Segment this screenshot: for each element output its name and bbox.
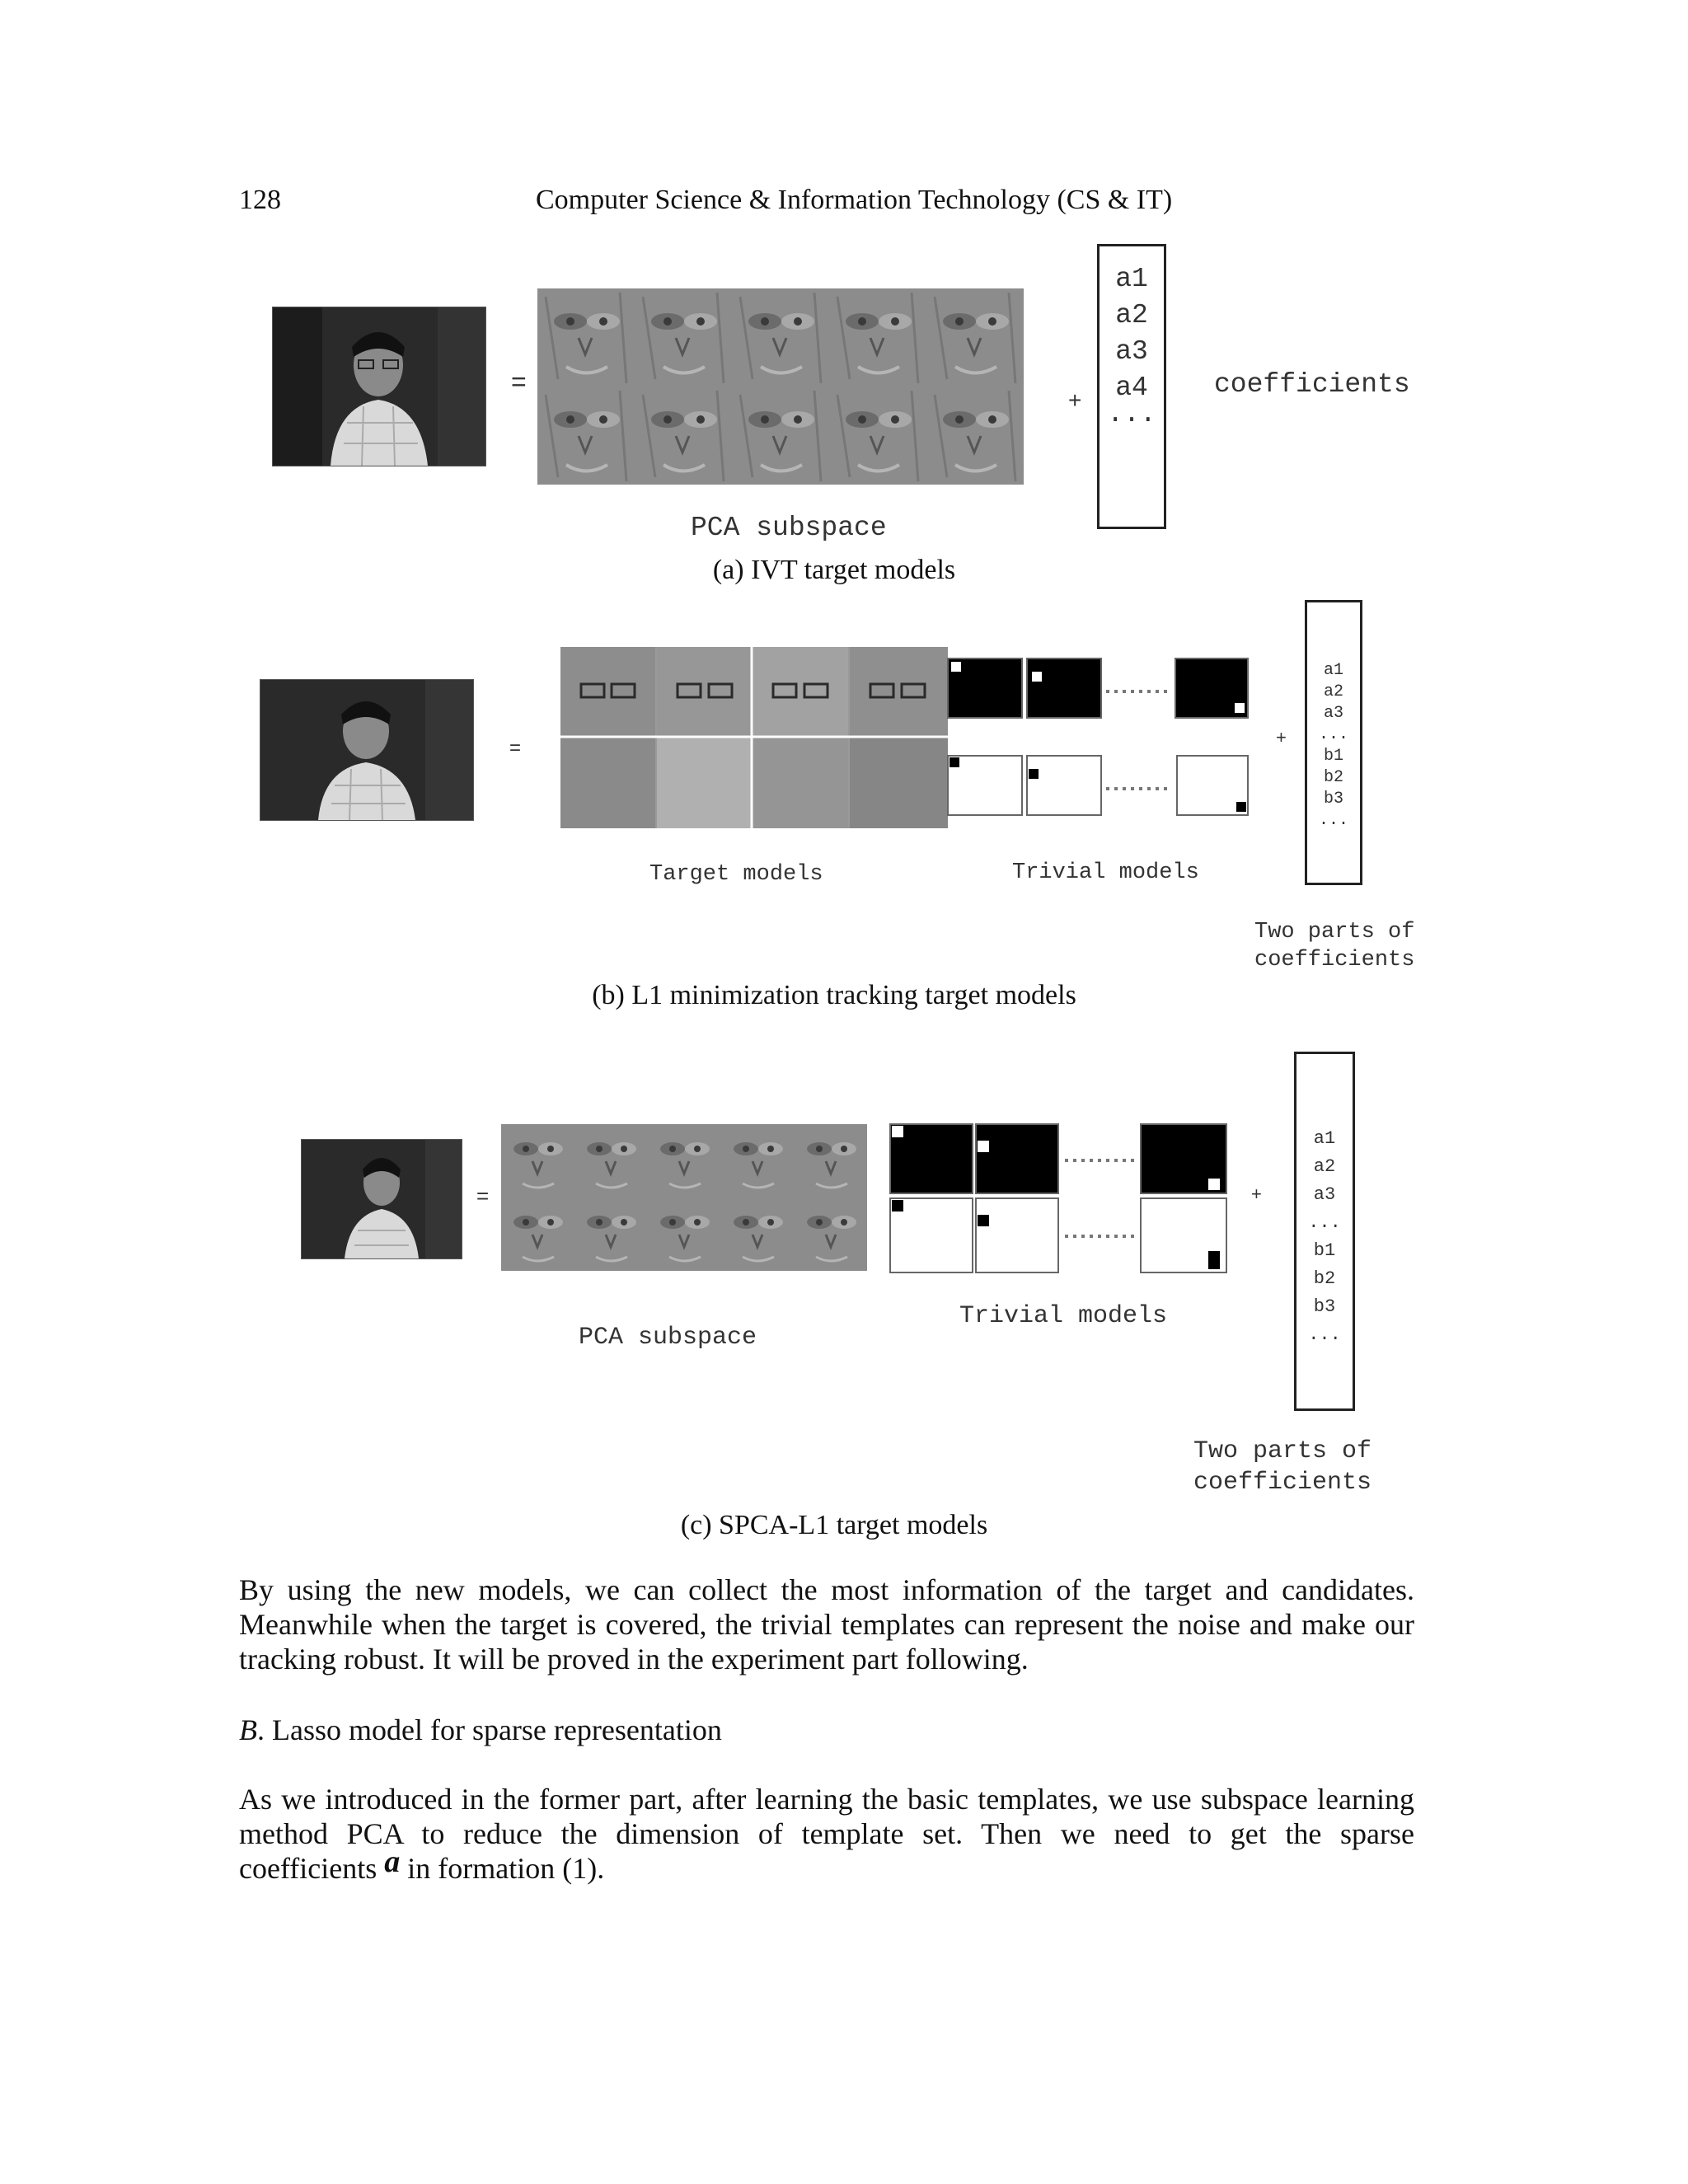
caption-c: (c) SPCA-L1 target models bbox=[680, 1510, 988, 1540]
two-parts-label-c-line2: coefficients bbox=[1193, 1469, 1372, 1497]
paragraph-3-after: in formation (1). bbox=[400, 1852, 605, 1885]
pca-basis-images-c bbox=[501, 1124, 867, 1271]
section-heading-b bbox=[239, 1713, 722, 1747]
coef-entry: a3 bbox=[1115, 336, 1148, 367]
coef-entry: a1 bbox=[1313, 1128, 1336, 1149]
two-parts-label-b-line1: Two parts of bbox=[1254, 920, 1415, 944]
coef-entry: a2 bbox=[1115, 300, 1148, 330]
caption-b: (b) L1 minimization tracking target models bbox=[592, 980, 1076, 1010]
coef-entry: ... bbox=[1308, 1212, 1341, 1233]
body-paragraph-2: As we introduced in the former part, after learning the basic templates, we use subspace learning method PCA to reduce the dimension of template set. Then we need to get the sparse bbox=[239, 1783, 1414, 1850]
person-photo-a bbox=[272, 307, 486, 466]
paragraph-3-before: coefficients bbox=[239, 1852, 385, 1885]
section-letter: B bbox=[239, 1713, 257, 1746]
coef-entry: a2 bbox=[1313, 1156, 1336, 1177]
coef-entry: a3 bbox=[1323, 704, 1343, 723]
coef-entry: b1 bbox=[1323, 747, 1343, 766]
section-title: . Lasso model for sparse representation bbox=[257, 1713, 722, 1746]
equals-sign-b: = bbox=[509, 737, 522, 759]
coefficients-label-a: coefficients bbox=[1214, 369, 1410, 400]
two-parts-label-b-line2: coefficients bbox=[1254, 948, 1415, 972]
two-parts-label-c-line1: Two parts of bbox=[1193, 1437, 1372, 1465]
coef-entry: ... bbox=[1318, 811, 1348, 830]
person-photo-b bbox=[260, 679, 474, 821]
equals-sign-a: = bbox=[511, 367, 527, 396]
equals-sign-c: = bbox=[476, 1183, 490, 1208]
coef-entry: b2 bbox=[1323, 768, 1343, 787]
body-paragraph-1: By using the new models, we can collect the most information of the target and candidates. Meanwhile when the target is covered, the trivial templates can represent the noise and make our tracking robust. It will be proved in the experiment part following. bbox=[239, 1573, 1414, 1675]
body-paragraph-2-end bbox=[239, 1844, 605, 1886]
target-models-label-b: Target models bbox=[649, 862, 823, 887]
trivial-templates-b bbox=[946, 655, 1251, 820]
coef-entry: ... bbox=[1107, 399, 1156, 429]
pca-basis-images-a bbox=[537, 288, 1024, 485]
trivial-models-label-c: Trivial models bbox=[959, 1302, 1168, 1330]
coef-entry: b3 bbox=[1323, 790, 1343, 808]
coefficient-vector-a bbox=[1097, 244, 1166, 529]
coefficient-vector-c bbox=[1294, 1052, 1355, 1411]
coef-entry: ... bbox=[1308, 1324, 1341, 1345]
person-photo-c bbox=[301, 1139, 462, 1259]
page-number: 128 bbox=[239, 185, 281, 215]
math-symbol-a: a bbox=[384, 1844, 401, 1879]
coefficient-vector-b bbox=[1305, 600, 1362, 885]
trivial-templates-c bbox=[889, 1122, 1230, 1274]
coef-entry: a2 bbox=[1323, 682, 1343, 701]
pca-subspace-label-c: PCA subspace bbox=[579, 1324, 757, 1352]
coef-entry: b2 bbox=[1313, 1268, 1336, 1289]
trivial-models-label-b: Trivial models bbox=[1012, 860, 1199, 885]
coef-entry: a1 bbox=[1323, 661, 1343, 680]
caption-a: (a) IVT target models bbox=[712, 555, 956, 585]
plus-sign-c: + bbox=[1251, 1183, 1262, 1204]
coef-entry: a4 bbox=[1115, 373, 1148, 403]
coef-entry: ... bbox=[1318, 725, 1348, 744]
running-header: Computer Science & Information Technology (CS & IT) bbox=[536, 185, 1173, 215]
plus-sign-a: + bbox=[1068, 387, 1082, 413]
target-template-images-b bbox=[560, 647, 948, 828]
coef-entry: a3 bbox=[1313, 1184, 1336, 1205]
coef-entry: b1 bbox=[1313, 1240, 1336, 1261]
pca-subspace-label-a: PCA subspace bbox=[691, 513, 887, 543]
coef-entry: a1 bbox=[1115, 264, 1148, 294]
plus-sign-b: + bbox=[1276, 727, 1287, 748]
coef-entry: b3 bbox=[1313, 1296, 1336, 1317]
